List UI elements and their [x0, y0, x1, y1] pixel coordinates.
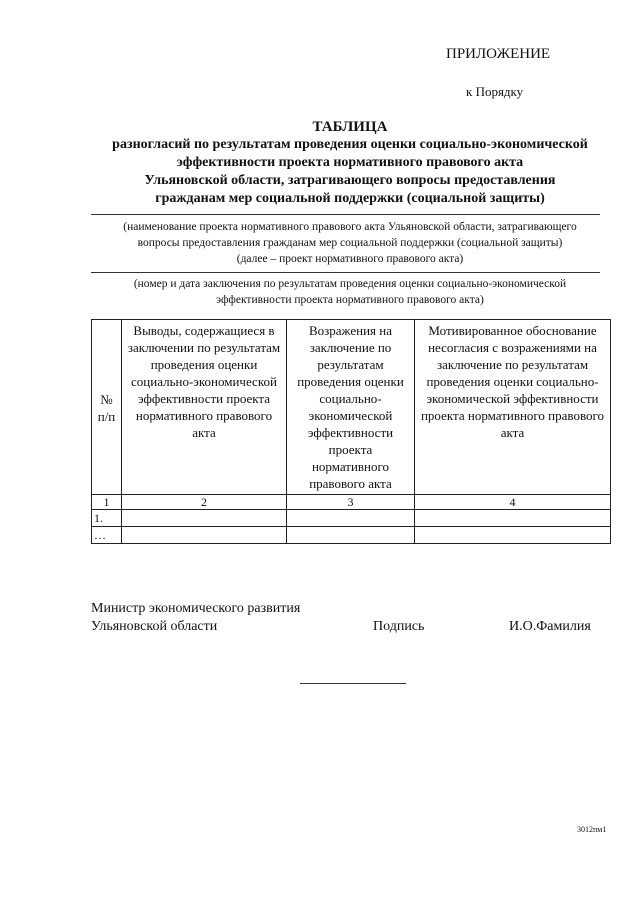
project-caption-line-1: (наименование проекта нормативного правового акта Ульяновской области, затрагивающего [123, 221, 577, 233]
header-number: № п/п [92, 320, 122, 495]
header-conclusions: Выводы, содержащиеся в заключении по результатам проведения оценки социально-экономической эффективности проекта нормативного правового акта [122, 320, 287, 495]
table-cell [287, 527, 415, 544]
title-line-5: гражданам мер социальной поддержки (социальной защиты) [155, 191, 545, 206]
title-line-3: эффективности проекта нормативного правового акта [176, 155, 524, 170]
table-row [92, 510, 611, 527]
project-name-caption [60, 219, 640, 267]
title-line-2: разногласий по результатам проведения оценки социально-экономической [112, 137, 588, 152]
document-title [60, 118, 640, 208]
header-justification: Мотивированное обоснование несогласия с возражениями на заключение по результатам проведения оценки социально-экономической эффективности проекта нормативного правового акта [415, 320, 611, 495]
column-number: 4 [415, 495, 611, 510]
conclusion-caption-line-2: эффективности проекта нормативного правового акта) [216, 294, 484, 306]
position-line-1: Министр экономического развития [91, 601, 301, 616]
conclusion-underline [91, 272, 600, 273]
table-row [92, 527, 611, 544]
table-header-row [92, 320, 611, 495]
project-caption-line-2: вопросы предоставления гражданам мер социальной поддержки (социальной защиты) [137, 237, 563, 249]
appendix-label: ПРИЛОЖЕНИЕ [446, 46, 551, 62]
table-cell: 1. [92, 510, 122, 527]
to-order-label: к Порядку [466, 84, 524, 99]
title-line-4: Ульяновской области, затрагивающего вопросы предоставления [144, 173, 556, 188]
disagreements-table [91, 319, 611, 544]
signatory-position [91, 600, 300, 636]
column-number: 1 [92, 495, 122, 510]
position-line-2: Ульяновской области [91, 619, 218, 634]
column-number: 2 [122, 495, 287, 510]
table-cell [122, 510, 287, 527]
table-cell [122, 527, 287, 544]
table-cell [415, 527, 611, 544]
title-line-1: ТАБЛИЦА [312, 119, 388, 135]
table-numbering-row [92, 495, 611, 510]
conclusion-caption [60, 276, 640, 308]
project-caption-line-3: (далее – проект нормативного правового акта) [236, 253, 464, 265]
table-cell [415, 510, 611, 527]
table-cell: … [92, 527, 122, 544]
signatory-name: И.О.Фамилия [509, 619, 591, 634]
signature-label: Подпись [373, 619, 425, 634]
document-code: 3012пм1 [577, 825, 607, 834]
table-cell [287, 510, 415, 527]
project-name-underline [91, 214, 600, 215]
column-number: 3 [287, 495, 415, 510]
header-objections: Возражения на заключение по результатам проведения оценки социально-экономической эффективности проекта нормативного правового акта [287, 320, 415, 495]
signature-line [300, 683, 406, 684]
conclusion-caption-line-1: (номер и дата заключения по результатам проведения оценки социально-экономической [133, 278, 567, 290]
